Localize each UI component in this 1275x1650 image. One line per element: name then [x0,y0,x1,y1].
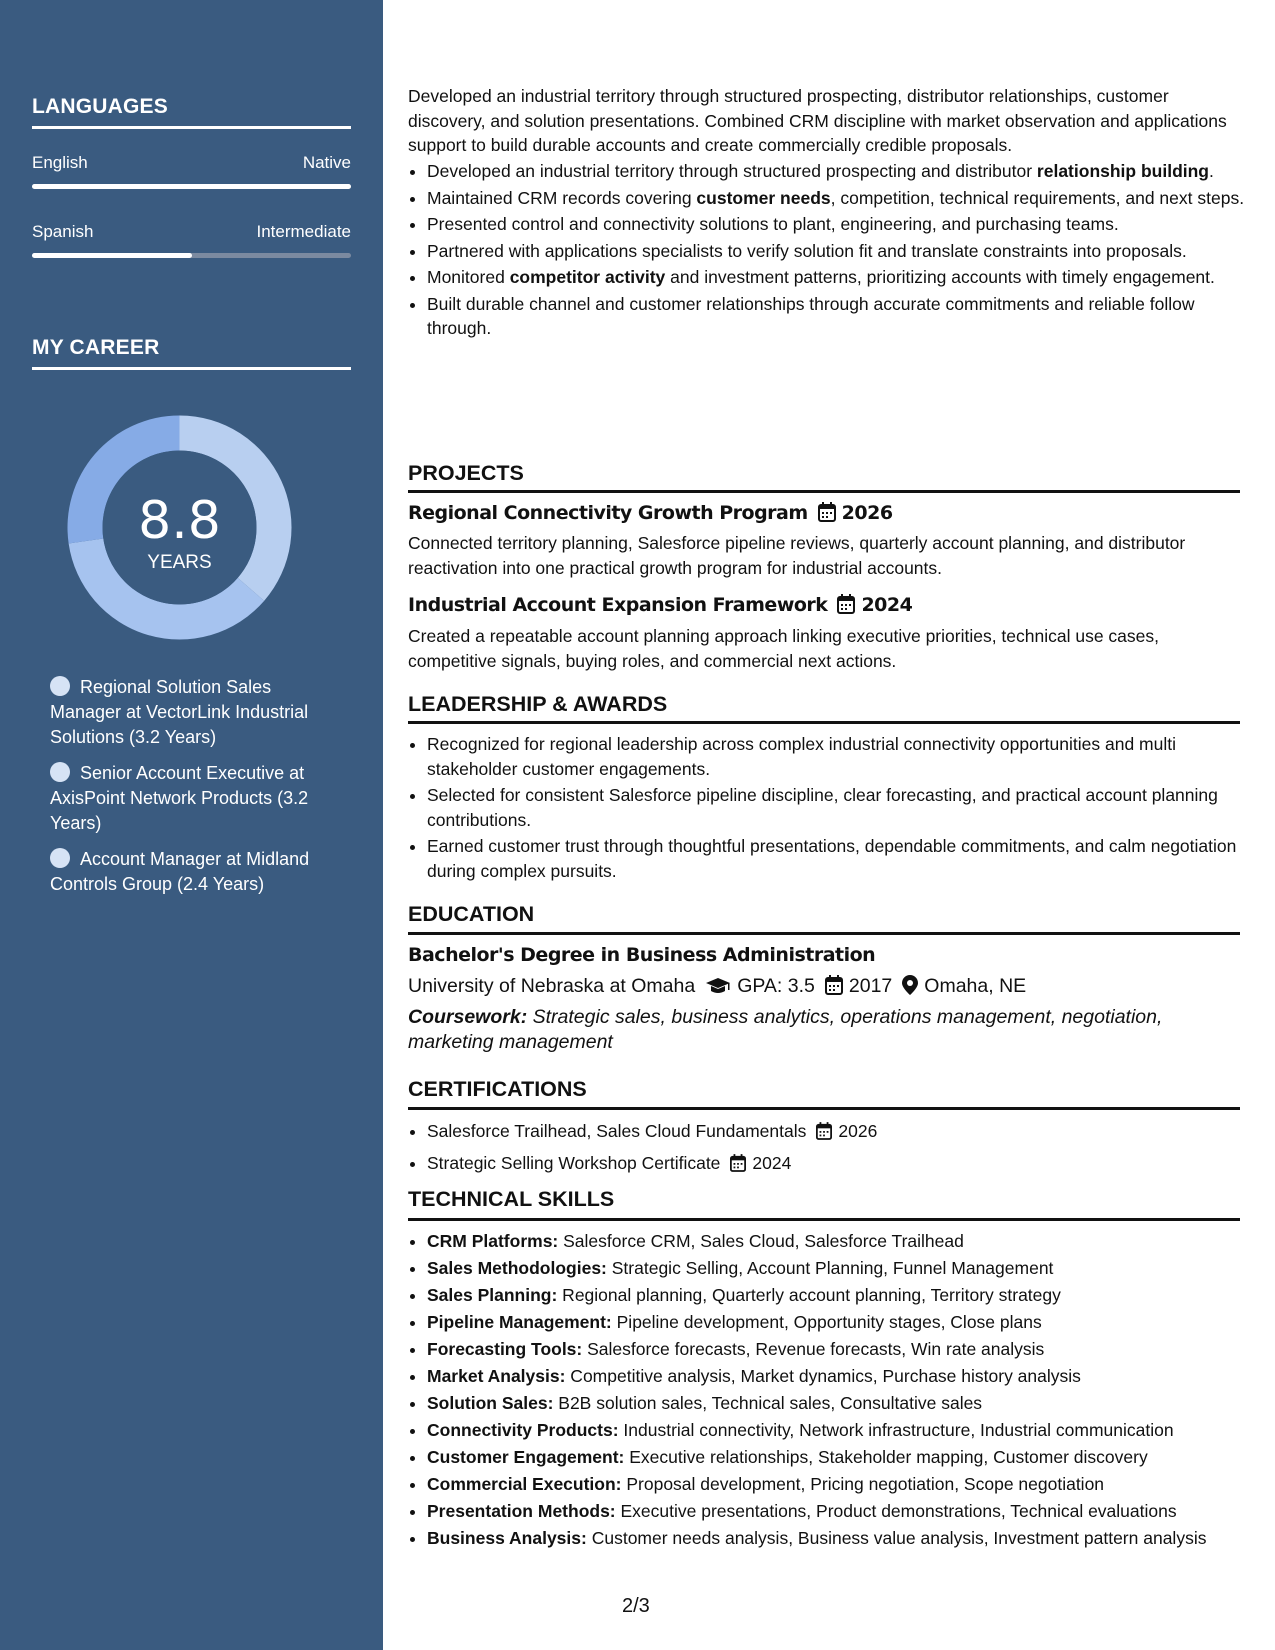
education-details [408,975,1026,1001]
language-name: English [32,153,88,172]
legend-dot [50,762,70,782]
list-item: • Salesforce Trailhead, Sales Cloud Fundamentals 2026 [427,1118,1259,1148]
list-item: • Partnered with applications specialists to verify solution fit and translate constraints into proposals. [427,239,1259,264]
education-location: Omaha, NE [924,975,1027,997]
language-row-english [32,153,351,173]
career-item-label: Regional Solution Sales Manager at VectorLink Industrial Solutions (3.2 Years) [50,677,309,747]
list-item: • Customer Engagement: Executive relationships, Stakeholder mapping, Customer discovery [427,1445,1259,1470]
list-item: • Commercial Execution: Proposal development, Pricing negotiation, Scope negotiation [427,1472,1259,1497]
calendar-icon [816,1121,832,1148]
school-name: University of Nebraska at Omaha [408,975,696,997]
leadership-list [408,732,1259,885]
calendar-icon [730,1153,746,1180]
language-level: Native [302,153,351,172]
language-bar-fill [32,184,351,189]
career-unit: YEARS [147,552,212,573]
language-bar-fill [32,253,192,258]
language-level: Intermediate [256,222,351,241]
projects-rule [408,490,1240,493]
list-item: • Market Analysis: Competitive analysis, Market dynamics, Purchase history analysis [427,1364,1259,1389]
career-item [50,675,340,750]
project-year: 2024 [861,594,913,616]
certifications-rule [408,1107,1240,1110]
experience-summary: Developed an industrial territory through structured prospecting, distributor relationships, customer discovery, and solution presentations. Combined CRM discipline with market observation and applications support to build durable accounts and create commercially credible proposals. [408,86,1227,155]
career-donut-chart [67,415,292,640]
list-item: • Built durable channel and customer relationships through accurate commitments and reliable follow through. [427,292,1259,341]
list-item: • Maintained CRM records covering customer needs, competition, technical requirements, and next steps. [427,186,1259,211]
language-row-spanish [32,222,351,242]
list-item: • Forecasting Tools: Salesforce forecasts, Revenue forecasts, Win rate analysis [427,1337,1259,1362]
list-item: • Earned customer trust through thoughtful presentations, dependable commitments, and calm negotiation during complex pursuits. [427,834,1259,883]
experience-bullets [408,159,1259,343]
list-item: • Sales Planning: Regional planning, Quarterly account planning, Territory strategy [427,1283,1259,1308]
project-description: Connected territory planning, Salesforce pipeline reviews, quarterly account planning, and distributor reactivation into one practical growth program for industrial accounts. [408,533,1186,578]
gpa: GPA: 3.5 [737,975,815,997]
education-heading: EDUCATION [408,902,535,926]
education-rule [408,932,1240,935]
calendar-icon [818,502,836,527]
certifications-heading: CERTIFICATIONS [408,1077,587,1101]
language-name: Spanish [32,222,94,241]
location-pin-icon [902,975,918,1001]
career-item-label: Account Manager at Midland Controls Group (2.4 Years) [50,849,310,894]
career-item [50,761,340,836]
projects-heading: PROJECTS [408,461,524,485]
list-item: • Solution Sales: B2B solution sales, Technical sales, Consultative sales [427,1391,1259,1416]
list-item: • Developed an industrial territory through structured prospecting and distributor relationship building. [427,159,1259,184]
language-bar-english [32,184,351,189]
sidebar [0,0,383,1650]
list-item: • Pipeline Management: Pipeline development, Opportunity stages, Close plans [427,1310,1259,1335]
skills-heading: TECHNICAL SKILLS [408,1187,615,1211]
language-bar-spanish [32,253,351,258]
languages-heading: LANGUAGES [32,95,168,118]
calendar-icon [825,975,843,1001]
graduation-year: 2017 [848,975,893,997]
degree-title: Bachelor's Degree in Business Administration [408,944,876,966]
career-item-label: Senior Account Executive at AxisPoint Network Products (3.2 Years) [50,763,309,833]
calendar-icon [837,594,855,619]
project-title: Regional Connectivity Growth Program 2026 [408,502,893,527]
list-item: • Sales Methodologies: Strategic Selling, Account Planning, Funnel Management [427,1256,1259,1281]
project-title: Industrial Account Expansion Framework 2024 [408,594,912,619]
legend-dot [50,848,70,868]
languages-rule [32,126,351,129]
leadership-heading: LEADERSHIP & AWARDS [408,692,668,716]
skills-rule [408,1218,1240,1221]
list-item: • Business Analysis: Customer needs analysis, Business value analysis, Investment pattern analysis [427,1526,1259,1551]
leadership-rule [408,721,1240,724]
list-item: • Strategic Selling Workshop Certificate 2024 [427,1150,1259,1180]
list-item: • Presentation Methods: Executive presentations, Product demonstrations, Technical evaluations [427,1499,1259,1524]
list-item: • Monitored competitor activity and investment patterns, prioritizing accounts with timely engagement. [427,265,1259,290]
list-item: • Connectivity Products: Industrial connectivity, Network infrastructure, Industrial communication [427,1418,1259,1443]
certifications-list [408,1118,1259,1182]
skills-list [408,1229,1259,1553]
graduation-cap-icon [705,977,731,1001]
career-heading: MY CAREER [32,336,160,359]
project-year: 2026 [841,502,893,524]
project-description: Created a repeatable account planning approach linking executive priorities, technical use cases, competitive signals, buying roles, and commercial next actions. [408,626,1160,671]
legend-dot [50,676,70,696]
list-item: • Recognized for regional leadership across complex industrial connectivity opportunities and multi stakeholder customer engagements. [427,732,1259,781]
list-item: • Presented control and connectivity solutions to plant, engineering, and purchasing teams. [427,212,1259,237]
career-item [50,847,340,897]
career-total: 8.8 [138,491,221,551]
list-item: • CRM Platforms: Salesforce CRM, Sales Cloud, Salesforce Trailhead [427,1229,1259,1254]
page-number: 2/3 [622,1595,650,1617]
career-rule [32,367,351,370]
coursework: Coursework: Strategic sales, business analytics, operations management, negotiation, marketing management [408,1006,1163,1053]
list-item: • Selected for consistent Salesforce pipeline discipline, clear forecasting, and practical account planning contributions. [427,783,1259,832]
